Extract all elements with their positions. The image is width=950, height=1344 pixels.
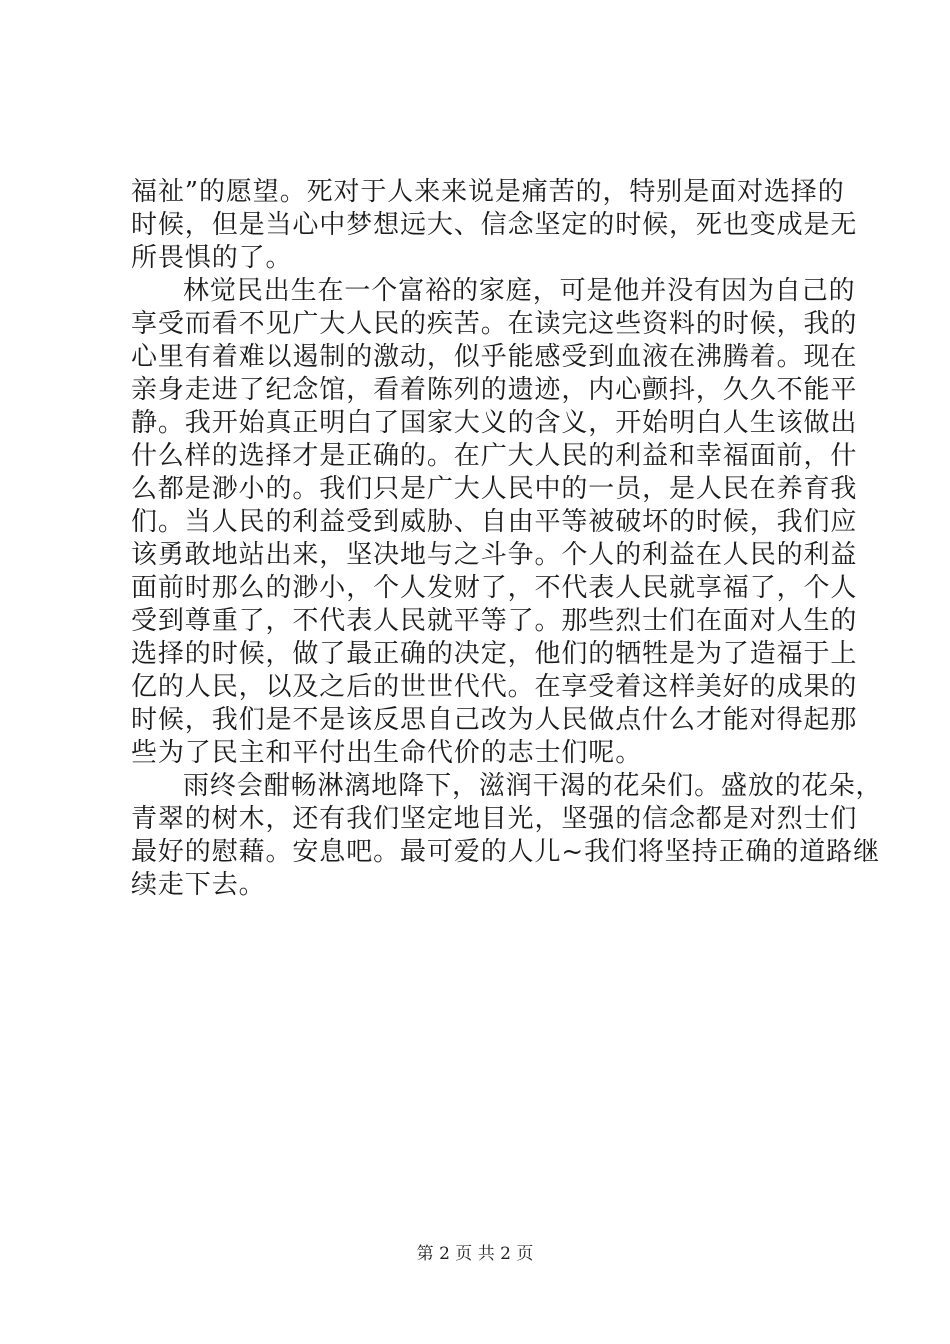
text-line: 享受而看不见广大人民的疾苦。在读完这些资料的时候，我的: [131, 309, 858, 339]
text-line: 什么样的选择才是正确的。在广大人民的利益和幸福面前，什: [131, 441, 858, 471]
text-line: 该勇敢地站出来，坚决地与之斗争。个人的利益在人民的利益: [131, 540, 858, 570]
paragraph-3: [131, 770, 883, 902]
text-line: 面前时那么的渺小，个人发财了，不代表人民就享福了，个人: [131, 573, 858, 603]
text-line: 选择的时候，做了最正确的决定，他们的牺牲是为了造福于上: [131, 639, 858, 669]
text-line: 心里有着难以遏制的激动，似乎能感受到血液在沸腾着。现在: [131, 342, 858, 372]
text-line: 续走下去。: [131, 870, 266, 900]
text-line: 时候，我们是不是该反思自己改为人民做点什么才能对得起那: [131, 705, 858, 735]
text-line: 时候，但是当心中梦想远大、信念坚定的时候，死也变成是无: [131, 210, 858, 240]
text-line: 青翠的树木，还有我们坚定地目光，坚强的信念都是对烈士们: [131, 804, 858, 834]
paragraph-2: [131, 275, 858, 770]
text-line: 静。我开始真正明白了国家大义的含义，开始明白人生该做出: [131, 408, 858, 438]
text-line: 亲身走进了纪念馆，看着陈列的遗迹，内心颤抖，久久不能平: [131, 375, 858, 405]
text-line: 雨终会酣畅淋漓地降下，滋润干渴的花朵们。盛放的花朵，: [183, 771, 883, 801]
text-line: 亿的人民，以及之后的世世代代。在享受着这样美好的成果的: [131, 672, 858, 702]
text-line: 们。当人民的利益受到威胁、自由平等被破坏的时候，我们应: [131, 507, 858, 537]
text-line: 受到尊重了，不代表人民就平等了。那些烈士们在面对人生的: [131, 606, 858, 636]
text-line: 林觉民出生在一个富裕的家庭，可是他并没有因为自己的: [183, 276, 856, 306]
text-line: 么都是渺小的。我们只是广大人民中的一员，是人民在养育我: [131, 474, 858, 504]
document-body: [131, 176, 883, 902]
text-line: 福祉”的愿望。死对于人来来说是痛苦的，特别是面对选择的: [131, 177, 845, 207]
page-number-footer: 第 2 页 共 2 页: [416, 1244, 534, 1264]
text-line: 最好的慰藉。安息吧。最可爱的人儿~我们将坚持正确的道路继: [131, 837, 880, 867]
paragraph-1: [131, 176, 858, 275]
text-line: 所畏惧的了。: [131, 243, 293, 273]
text-line: 些为了民主和平付出生命代价的志士们呢。: [131, 738, 643, 768]
